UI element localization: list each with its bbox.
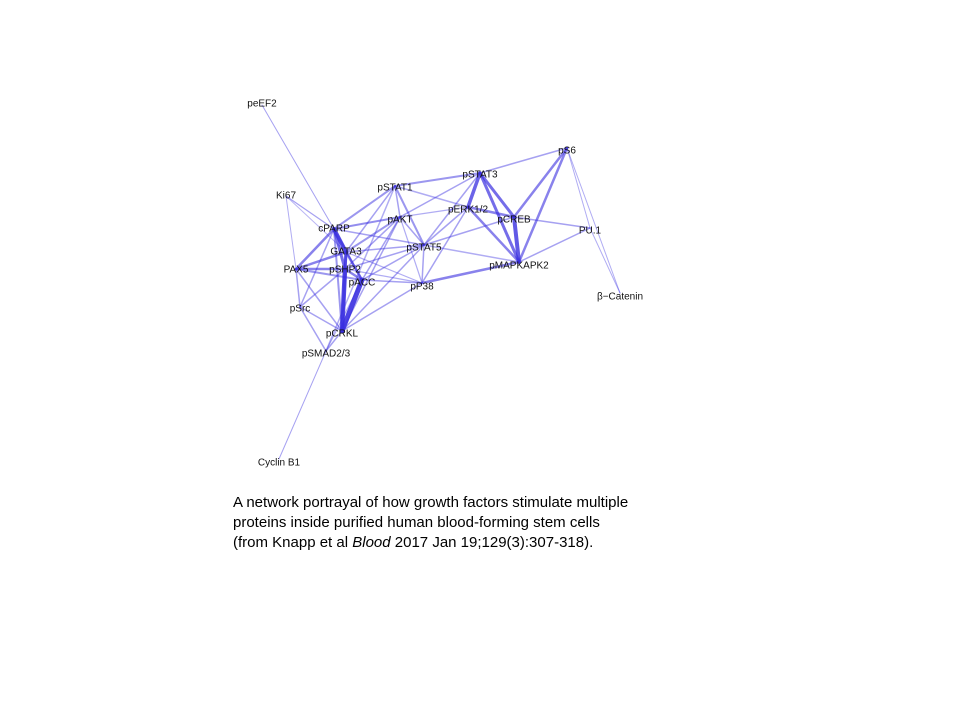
- caption-line-2: proteins inside purified human blood-forming stem cells: [233, 514, 600, 531]
- edge-ps6-bcatenin: [567, 148, 620, 293]
- edge-peef2-cparp: [262, 105, 334, 229]
- network-edges: [262, 105, 620, 459]
- node-label-cyclinb1: Cyclin B1: [257, 457, 301, 469]
- node-label-pu1: PU.1: [578, 225, 602, 237]
- node-label-pcreb: pCREB: [497, 214, 531, 226]
- edge-pmapkapk2-ps6: [519, 148, 567, 262]
- node-label-pstat3: pSTAT3: [462, 169, 498, 181]
- caption-line-3-start: (from Knapp et al: [233, 534, 353, 551]
- caption-line-1: A network portrayal of how growth factors stimulate multiple: [233, 494, 629, 511]
- caption-line-3: [233, 533, 753, 553]
- node-label-psrc: pSrc: [289, 303, 311, 315]
- node-label-gata3: GATA3: [330, 246, 362, 258]
- node-label-pp38: pP38: [410, 281, 434, 293]
- node-label-psmad23: pSMAD2/3: [301, 348, 351, 360]
- figure-caption: [233, 493, 753, 553]
- node-label-bcatenin: β−Catenin: [596, 291, 644, 303]
- edge-psmad23-cyclinb1: [279, 351, 326, 459]
- node-label-ps6: pS6: [558, 145, 576, 157]
- node-label-pmapkapk2: pMAPKAPK2: [489, 260, 549, 272]
- node-label-ki67: Ki67: [275, 190, 297, 202]
- node-label-peef2: peEF2: [247, 98, 277, 110]
- node-label-pcrkl: pCRKL: [325, 328, 359, 340]
- node-label-perk12: pERK1/2: [447, 204, 489, 216]
- node-label-pax5: PAX5: [283, 264, 309, 276]
- node-label-pacc: pACC: [348, 277, 376, 289]
- node-label-pstat5: pSTAT5: [406, 242, 442, 254]
- caption-line-3-end: 2017 Jan 19;129(3):307-318).: [390, 534, 594, 551]
- caption-journal-name: Blood: [352, 534, 391, 551]
- node-label-cparp: cPARP: [318, 223, 350, 235]
- edge-ps6-pu1: [567, 148, 590, 228]
- edge-pcreb-ps6: [514, 148, 567, 217]
- edge-pu1-bcatenin: [590, 228, 620, 293]
- node-label-pstat1: pSTAT1: [377, 182, 413, 194]
- edge-ki67-pax5: [286, 196, 296, 269]
- node-label-pakt: pAKT: [387, 214, 413, 226]
- node-label-pshp2: pSHP2: [329, 264, 361, 276]
